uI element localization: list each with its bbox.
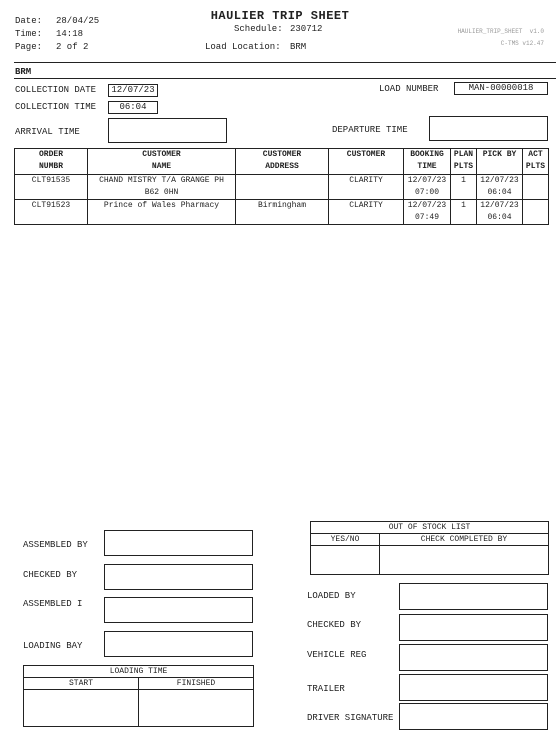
check-completed-field[interactable] [380,546,549,575]
col-pick-by: PICK BY [477,149,523,175]
out-of-stock-table [310,521,549,575]
loading-start-label: START [24,678,139,690]
collection-date-value: 12/07/23 [108,84,158,97]
right-checked-by-label: CHECKED BY [307,620,362,630]
vehicle-reg-field[interactable] [399,644,548,671]
arrival-time-label: ARRIVAL TIME [15,127,80,137]
trailer-field[interactable] [399,674,548,701]
order-number: CLT91535 [15,175,88,200]
loading-finished-field[interactable] [139,690,254,727]
driver-signature-field[interactable] [399,703,548,730]
assembled-by-label: ASSEMBLED BY [23,540,88,550]
loading-start-field[interactable] [24,690,139,727]
trailer-label: TRAILER [307,684,345,694]
schedule-value: 230712 [290,24,323,34]
loading-bay-label: LOADING BAY [23,641,83,651]
checked-by-field[interactable] [104,564,253,590]
col-act-plts: ACT PLTS [523,149,549,175]
collection-time-value: 06:04 [108,101,158,114]
col-order-number: ORDER NUMBR [15,149,88,175]
page-value: 2 of 2 [56,42,89,52]
booking-time: 12/07/23 07:49 [404,200,451,225]
page-title: HAULIER TRIP SHEET [210,9,350,23]
yes-no-label: YES/NO [311,534,380,546]
assembled-i-label: ASSEMBLED I [23,599,83,609]
plan-plts: 1 [451,175,477,200]
time-label: Time: [15,29,43,39]
collection-time-label: COLLECTION TIME [15,102,97,112]
load-number-label: LOAD NUMBER [379,84,439,94]
right-checked-by-field[interactable] [399,614,548,641]
report-code: HAULIER_TRIP_SHEET v1.0 [457,28,544,35]
plan-plts: 1 [451,200,477,225]
loading-bay-field[interactable] [104,631,253,657]
driver-signature-label: DRIVER SIGNATURE [307,713,394,723]
customer-name: CHAND MISTRY T/A GRANGE PH B62 0HN [88,175,236,200]
loaded-by-field[interactable] [399,583,548,610]
section-divider [14,78,556,79]
col-plan-plts: PLAN PLTS [451,149,477,175]
assembled-i-field[interactable] [104,597,253,623]
collection-date-label: COLLECTION DATE [15,85,97,95]
assembled-by-field[interactable] [104,530,253,556]
loading-finished-label: FINISHED [139,678,254,690]
load-location-label: Load Location: [205,42,281,52]
table-row [15,200,549,225]
loaded-by-label: LOADED BY [307,591,356,601]
schedule-label: Schedule: [234,24,283,34]
date-value: 28/04/25 [56,16,100,26]
orders-table [14,148,549,225]
check-completed-label: CHECK COMPLETED BY [380,534,549,546]
col-customer-address: CUSTOMER ADDRESS [236,149,329,175]
system-version: C-TMS v12.47 [500,40,544,47]
loading-time-title: LOADING TIME [24,666,254,678]
yes-no-field[interactable] [311,546,380,575]
out-of-stock-title: OUT OF STOCK LIST [311,522,549,534]
orders-header-row [15,149,549,175]
vehicle-reg-label: VEHICLE REG [307,650,367,660]
order-number: CLT91523 [15,200,88,225]
checked-by-label: CHECKED BY [23,570,78,580]
customer: CLARITY [329,200,404,225]
section-title: BRM [15,67,32,77]
booking-time: 12/07/23 07:00 [404,175,451,200]
arrival-time-field[interactable] [108,118,227,143]
col-customer: CUSTOMER [329,149,404,175]
page-label: Page: [15,42,43,52]
act-plts[interactable] [523,200,549,225]
customer-name: Prince of Wales Pharmacy [88,200,236,225]
loading-time-table [23,665,254,727]
header-divider [14,62,556,63]
customer-address: Birmingham [236,200,329,225]
pick-by: 12/07/23 06:04 [477,200,523,225]
departure-time-field[interactable] [429,116,548,141]
act-plts[interactable] [523,175,549,200]
time-value: 14:18 [56,29,84,39]
date-label: Date: [15,16,43,26]
pick-by: 12/07/23 06:04 [477,175,523,200]
departure-time-label: DEPARTURE TIME [332,125,408,135]
col-booking-time: BOOKING TIME [404,149,451,175]
table-row [15,175,549,200]
col-customer-name: CUSTOMER NAME [88,149,236,175]
load-location-value: BRM [290,42,307,52]
customer-address [236,175,329,200]
load-number-value: MAN-00000018 [454,82,548,95]
customer: CLARITY [329,175,404,200]
